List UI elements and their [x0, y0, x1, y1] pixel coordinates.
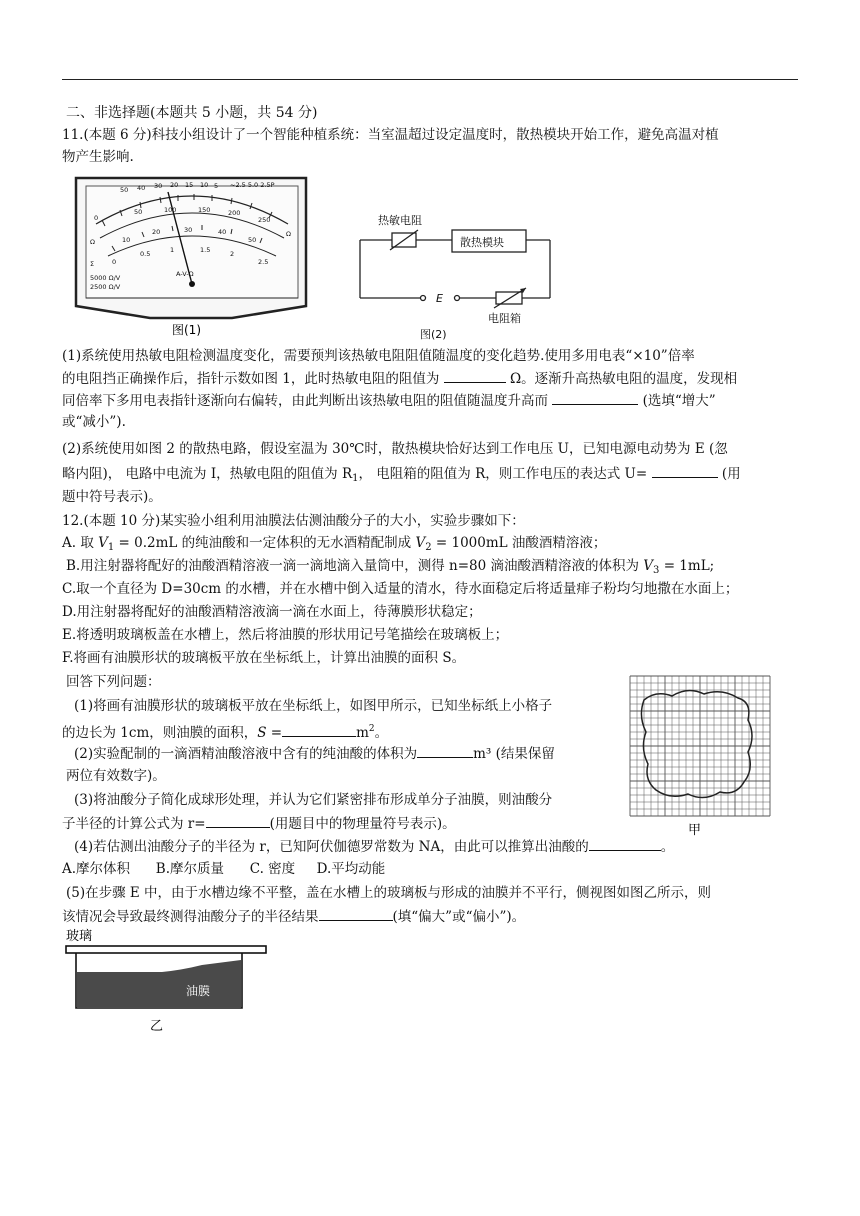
sub3-text-a: 子半径的计算公式为 r=	[62, 816, 206, 832]
grid-paper	[630, 676, 770, 816]
q12-sub4-options: A.摩尔体积 B.摩尔质量 C. 密度 D.平均动能	[62, 861, 386, 877]
q12-step-a	[62, 533, 606, 558]
section-title: 二、非选择题(本题共 5 小题，共 54 分)	[66, 105, 318, 121]
q11-part2-line2-b: ， 电阻箱的阻值为 R，则工作电压的表达式 U=	[358, 466, 648, 482]
glass-label: 玻璃	[66, 929, 93, 944]
q12-intro: 12.(本题 10 分)某实验小组利用油膜法估测油酸分子的大小，实验步骤如下：	[62, 513, 525, 529]
top-scale-4: 15	[185, 181, 194, 189]
q11-part2-line2-c: (用	[721, 466, 741, 482]
multimeter-figure	[72, 172, 312, 337]
q11-part2-line3: 题中符号表示)。	[62, 489, 162, 505]
q12-sub5-line1: (5)在步骤 E 中，由于水槽边缘不平整，盖在水槽上的玻璃板与形成的油膜并不平行，侧视图如图乙所示，则	[66, 885, 712, 901]
thermistor-label: 热敏电阻	[378, 214, 422, 227]
sub3-text-b: (用题目中的物理量符号表示)。	[269, 816, 456, 832]
mid-scale-1: 50	[134, 208, 143, 216]
step-a-text-1: A. 取	[62, 535, 99, 551]
mid-scale-4: 200	[228, 209, 241, 217]
film-label: 油膜	[186, 984, 211, 998]
sub1-unit-sup: 2	[368, 724, 375, 734]
top-scale-3: 20	[170, 181, 179, 189]
step-a-v1-sub: 1	[107, 542, 115, 553]
q12-step-e: E.将透明玻璃板盖在水槽上，然后将油膜的形状用记号笔描绘在玻璃板上；	[62, 627, 509, 643]
q12-step-b	[66, 556, 714, 581]
oil-film-grid-figure	[626, 672, 776, 842]
lower-scale-1: 0.5	[140, 250, 151, 258]
sub2-text-a: (2)实验配制的一滴酒精油酸溶液中含有的纯油酸的体积为	[74, 746, 418, 762]
range-label: ~2.5 5.0 2.5P	[230, 181, 275, 189]
sub1-s-symbol: S	[257, 725, 267, 741]
fig2-caption: 图(2)	[420, 328, 447, 341]
q11-part1-line1: (1)系统使用热敏电阻检测温度变化，需要预判该热敏电阻阻值随温度的变化趋势.使用多用电表“×10”倍率	[62, 348, 695, 364]
q12-sub2-line1	[74, 743, 555, 765]
lower-scale-4: 2	[230, 250, 235, 258]
top-rule	[62, 79, 798, 80]
answer-blank-voltage[interactable]	[652, 463, 718, 478]
fig-yi-caption: 乙	[150, 1019, 164, 1034]
answer-blank-bias[interactable]	[319, 906, 393, 921]
module-label: 散热模块	[460, 236, 504, 249]
q11-part1-line3-a: 同倍率下多用电表指针逐渐向右偏转，由此判断出该热敏电阻的阻值随温度升高而	[62, 393, 548, 409]
step-b-text-1: B.用注射器将配好的油酸酒精溶液一滴一滴地滴入量筒中，测得 n=80 滴油酸酒精溶液的体积为	[66, 558, 644, 574]
q12-sub3-line2	[62, 813, 456, 835]
q11-part1-line4: 或“减小”).	[62, 414, 126, 430]
center-label: A-V-Ω	[176, 270, 194, 278]
answer-blank-volume[interactable]	[417, 743, 473, 758]
side-view-figure	[62, 922, 272, 1034]
q11-part2-line2	[62, 463, 741, 489]
lower-scale-5: 2.5	[258, 258, 269, 266]
step-b-text-2: = 1mL;	[659, 558, 715, 574]
sub1-unit: m	[356, 725, 369, 741]
sub1-text-a: 的边长为 1cm，则油膜的面积，	[62, 725, 258, 741]
q12-sub2-line2: 两位有效数字)。	[66, 768, 166, 784]
left-symbol-2: Σ	[90, 260, 95, 268]
circuit-figure	[350, 210, 560, 342]
q12-sub1-line1: (1)将画有油膜形状的玻璃板平放在坐标纸上，如图甲所示，已知坐标纸上小格子	[74, 698, 553, 714]
inner-scale-4: 50	[248, 236, 257, 244]
answer-blank-area[interactable]	[282, 722, 356, 737]
q11-part1-line3-b: (选填“增大”	[642, 393, 716, 409]
top-scale-0: 50	[120, 186, 129, 194]
q12-sub3-line1: (3)将油酸分子简化成球形处理，并认为它们紧密排布形成单分子油膜，则油酸分	[74, 792, 553, 808]
answer-blank-resistance[interactable]	[444, 368, 506, 383]
step-a-v1: V	[98, 535, 108, 551]
lower-scale-3: 1.5	[200, 246, 211, 254]
mid-scale-0: 0	[94, 214, 99, 222]
sub4-text-a: (4)若估测出油酸分子的半径为 r，已知阿伏伽德罗常数为 NA，由此可以推算出油酸的	[74, 839, 589, 855]
mid-scale-3: 150	[198, 206, 211, 214]
inner-scale-2: 30	[184, 226, 193, 234]
mid-scale-2: 100	[164, 206, 177, 214]
q12-sub1-line2	[62, 719, 388, 744]
sub5-text-a: 该情况会导致最终测得油酸分子的半径结果	[62, 909, 319, 925]
inner-scale-3: 40	[218, 228, 227, 236]
sub5-text-b: (填“偏大”或“偏小”)。	[392, 909, 526, 925]
fig-jia-caption: 甲	[688, 823, 702, 838]
q11-part1-line2	[62, 368, 737, 390]
q11-part1-line2-b: Ω。逐渐升高热敏电阻的温度，发现相	[509, 371, 738, 387]
sub1-eq: =	[266, 725, 283, 741]
lower-scale-0: 0	[112, 258, 117, 266]
q11-part1-line2-a: 的电阻挡正确操作后，指针示数如图 1，此时热敏电阻的阻值为	[62, 371, 440, 387]
source-label: E	[436, 292, 443, 305]
q11-part2-line1: (2)系统使用如图 2 的散热电路，假设室温为 30℃时，散热模块恰好达到工作电压 U，已知电源电动势为 E (忽	[62, 441, 728, 457]
sub1-end: 。	[374, 725, 389, 741]
top-scale-2: 30	[154, 182, 163, 190]
answer-intro: 回答下列问题：	[66, 674, 161, 690]
q11-intro-line2: 物产生影响.	[62, 149, 134, 165]
q12-sub4-line1	[74, 836, 674, 858]
top-scale-6: 5	[214, 182, 219, 190]
q11-part2-sub: 1	[352, 473, 359, 484]
spec-1: 5000 Ω/V	[90, 274, 121, 282]
water-and-film	[77, 960, 241, 1007]
answer-blank-trend[interactable]	[552, 390, 638, 405]
q11-part1-line3	[62, 390, 716, 412]
step-a-v2: V	[415, 535, 426, 551]
top-scale-5: 10	[200, 181, 209, 189]
lower-scale-2: 1	[170, 246, 175, 254]
top-scale-1: 40	[137, 184, 146, 192]
q12-step-c: C.取一个直径为 D=30cm 的水槽，并在水槽中倒入适量的清水，待水面稳定后将适量痱子粉均匀地撒在水面上；	[62, 581, 739, 597]
step-b-v3: V	[643, 558, 654, 574]
step-a-text-3: = 1000mL 油酸酒精溶液；	[431, 535, 607, 551]
glass-plate	[66, 946, 266, 953]
left-symbol-1: Ω	[90, 238, 95, 246]
omega-label: Ω	[286, 230, 291, 238]
step-a-text-2: = 0.2mL 的纯油酸和一定体积的无水酒精配制成	[114, 535, 416, 551]
answer-blank-radius-formula[interactable]	[206, 813, 270, 828]
step-b-v3-sub: 3	[653, 565, 660, 576]
q11-intro-line1: 11.(本题 6 分)科技小组设计了一个智能种植系统：当室温超过设定温度时，散热模块开始工作，避免高温对植	[62, 127, 719, 143]
fig1-caption: 图(1)	[172, 323, 201, 337]
q12-step-f: F.将画有油膜形状的玻璃板平放在坐标纸上，计算出油膜的面积 S。	[62, 650, 466, 666]
inner-scale-0: 10	[122, 236, 131, 244]
spec-2: 2500 Ω/V	[90, 283, 121, 291]
rheostat-label: 电阻箱	[488, 312, 521, 325]
q12-step-d: D.用注射器将配好的油酸酒精溶液滴一滴在水面上，待薄膜形状稳定；	[62, 604, 482, 620]
sub2-text-b: m³ (结果保留	[473, 746, 555, 762]
inner-scale-1: 20	[152, 228, 161, 236]
step-a-v2-sub: 2	[425, 542, 432, 553]
mid-scale-5: 250	[258, 216, 271, 224]
sub4-text-b: 。	[660, 839, 675, 855]
q11-part2-line2-a: 略内阻)， 电路中电流为 I，热敏电阻的阻值为 R	[62, 466, 353, 482]
